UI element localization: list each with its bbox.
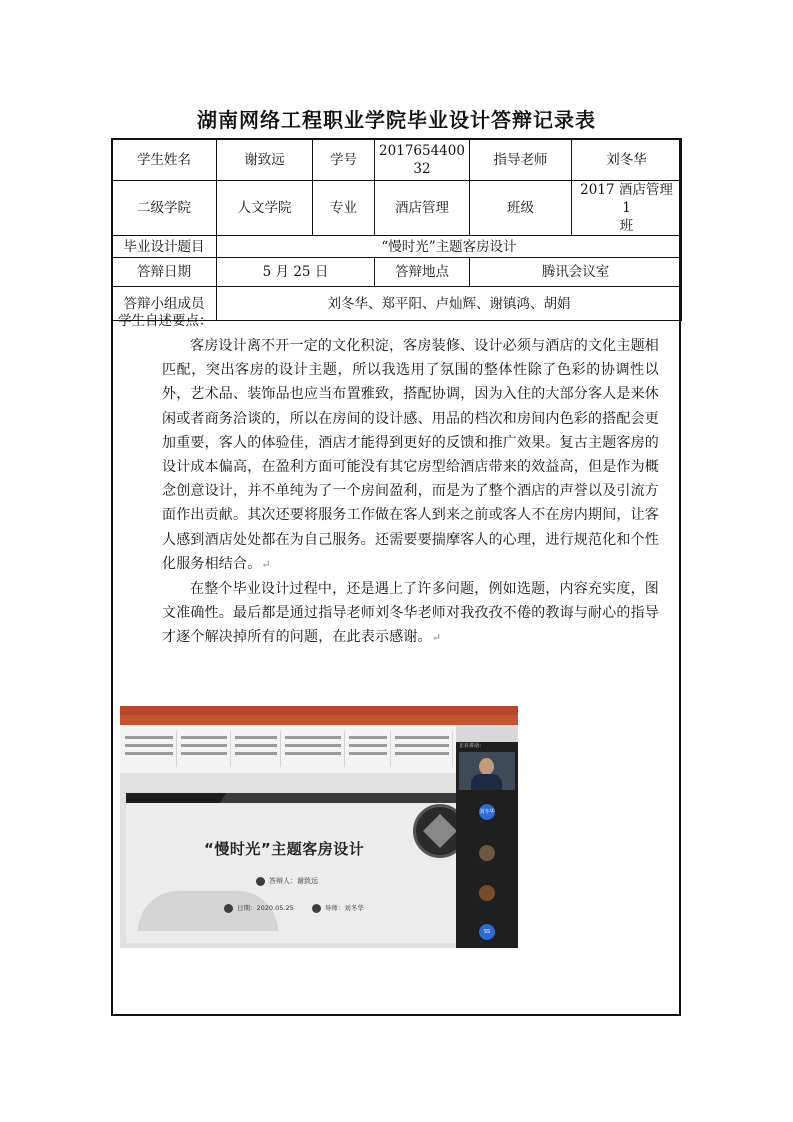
participant-avatar[interactable]	[479, 885, 495, 901]
date-value: 5 月 25 日	[217, 258, 375, 287]
slide-title: “慢时光”主题客房设计	[204, 840, 365, 858]
major-label: 专业	[313, 181, 375, 236]
date-label: 答辩日期	[112, 258, 217, 287]
ribbon-toolbar	[120, 725, 456, 774]
statement-label: 学生自述要点：	[118, 313, 213, 329]
college-value: 人文学院	[217, 181, 313, 236]
participant-avatar[interactable]: SS	[479, 924, 495, 940]
presentation-slide	[126, 793, 456, 943]
place-value: 腾讯会议室	[470, 258, 682, 287]
slide-presenter: 答辩人：谢致远	[256, 876, 318, 886]
speaking-header: 正在讲话：	[459, 743, 485, 749]
advisor-value: 刘冬华	[572, 139, 682, 181]
advisor-label: 指导老师	[470, 139, 572, 181]
statement-paragraph: 客房设计离不开一定的文化积淀，客房装修、设计必须与酒店的文化主题相匹配，突出客房的设计主题，所以我选用了氛围的整体性除了色彩的协调性以外，艺术品、装饰品也应当布置雅致，搭配协调，因为入住的大部分客人是来休闲或者商务洽谈的，所以在房间的设计感、用品的档次和房间内色彩的搭配会更加重要，客人的体验佳，酒店才能得到更好的反馈和推广效果。复古主题客房的设计成本偏高，在盈利方面可能没有其它房型给酒店带来的效益高，但是作为概念创意设计，并不单纯为了一个房间盈利，而是为了整个酒店的声誉以及引流方面作出贡献。其次还要将服务工作做在客人到来之前或客人不在房内期间，让客人感到酒店处处都在为自己服务。还需要要揣摩客人的心理，进行规范化和个性化服务相结合。↵	[162, 338, 659, 572]
defense-screenshot	[120, 706, 518, 948]
calendar-icon	[224, 904, 233, 913]
topic-label: 毕业设计题目	[112, 236, 217, 258]
class-value: 2017 酒店管理 1 班	[572, 181, 682, 236]
video-feed	[459, 752, 515, 790]
student-name-value: 谢致远	[217, 139, 313, 181]
document-title: 湖南网络工程职业学院毕业设计答辩记录表	[197, 108, 596, 132]
user-icon	[256, 877, 265, 886]
student-id-value: 2017654400 32	[375, 139, 470, 181]
participant-avatar[interactable]	[479, 845, 495, 861]
panel-value: 刘冬华、郑平阳、卢灿辉、谢镇鸿、胡娟	[217, 287, 682, 321]
app-title-bar	[120, 706, 518, 715]
class-label: 班级	[470, 181, 572, 236]
place-label: 答辩地点	[375, 258, 470, 287]
return-mark: ↵	[261, 557, 271, 571]
ribbon-tabs	[120, 715, 518, 725]
college-label: 二级学院	[112, 181, 217, 236]
statement-paragraph: 在整个毕业设计过程中，还是遇上了许多问题，例如选题，内容充实度，图文准确性。最后都是通过指导老师刘冬华老师对我孜孜不倦的教诲与耐心的指导才逐个解决掉所有的问题，在此表示感谢。↵	[162, 581, 659, 646]
student-id-label: 学号	[313, 139, 375, 181]
major-value: 酒店管理	[375, 181, 470, 236]
student-name-label: 学生姓名	[112, 139, 217, 181]
participant-avatar[interactable]: 刘冬华	[479, 804, 495, 820]
self-statement	[118, 312, 673, 651]
panel-label: 答辩小组成员	[112, 287, 217, 321]
participants-panel	[456, 742, 518, 948]
return-mark: ↵	[431, 631, 442, 645]
location-icon	[312, 904, 321, 913]
topic-value: “慢时光”主题客房设计	[217, 236, 682, 258]
slide-date: 日期：2020.05.25 导师：刘冬华	[224, 903, 364, 913]
